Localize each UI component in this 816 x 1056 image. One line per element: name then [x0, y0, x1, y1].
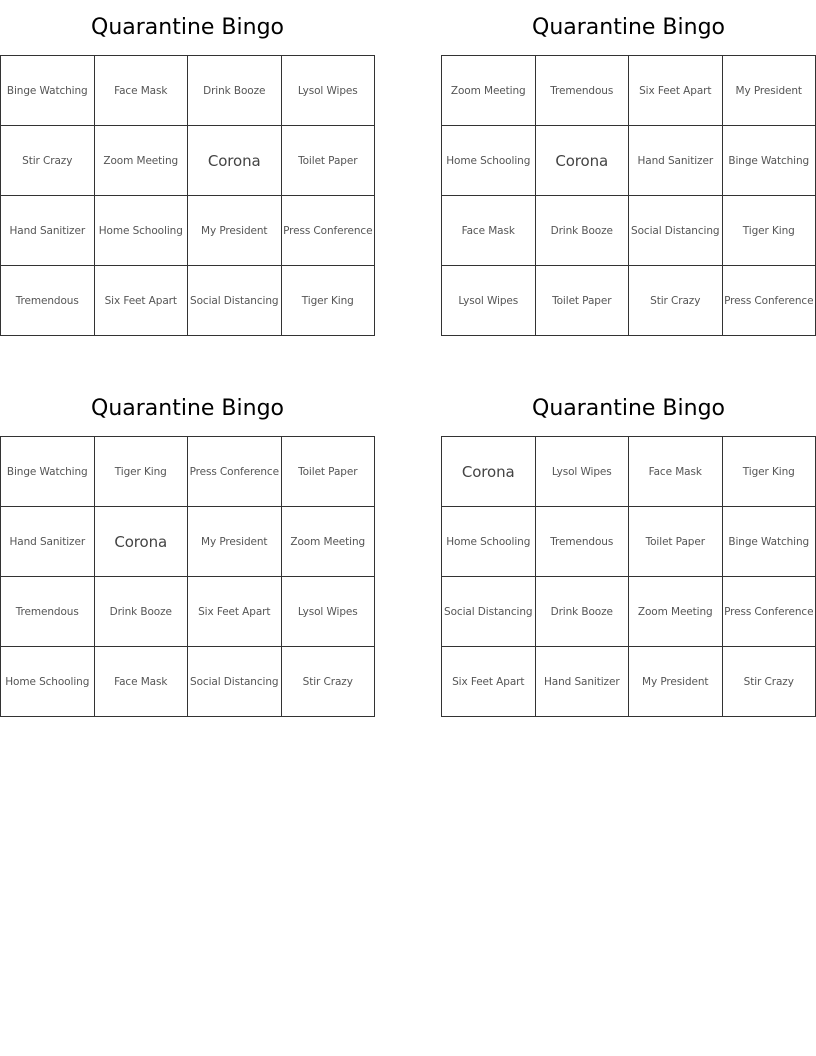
bingo-cell: Binge Watching [1, 437, 95, 507]
bingo-cell: Tiger King [723, 196, 816, 266]
bingo-cell: Tremendous [536, 507, 630, 577]
bingo-cell: Lysol Wipes [536, 437, 630, 507]
bingo-cell: Press Conference [723, 577, 816, 647]
bingo-cell: Toilet Paper [282, 437, 376, 507]
bingo-cell: Tremendous [536, 56, 630, 126]
bingo-free-space-cell: Corona [188, 126, 282, 196]
bingo-cell: Tiger King [95, 437, 189, 507]
bingo-cell: Stir Crazy [723, 647, 816, 717]
bingo-cell: My President [188, 507, 282, 577]
bingo-cell: Lysol Wipes [282, 56, 376, 126]
bingo-cell: Lysol Wipes [442, 266, 536, 336]
bingo-cell: Press Conference [188, 437, 282, 507]
bingo-cell: Home Schooling [95, 196, 189, 266]
bingo-cell: Lysol Wipes [282, 577, 376, 647]
bingo-cell: Press Conference [282, 196, 376, 266]
bingo-cell: Zoom Meeting [282, 507, 376, 577]
bingo-cell: Zoom Meeting [629, 577, 723, 647]
bingo-cell: Tremendous [1, 577, 95, 647]
bingo-cell: Drink Booze [536, 577, 630, 647]
bingo-cell: Hand Sanitizer [536, 647, 630, 717]
bingo-cell: Toilet Paper [629, 507, 723, 577]
bingo-cell: Toilet Paper [282, 126, 376, 196]
bingo-cell: Drink Booze [95, 577, 189, 647]
bingo-cell: Six Feet Apart [629, 56, 723, 126]
bingo-cell: Hand Sanitizer [629, 126, 723, 196]
bingo-cell: Binge Watching [1, 56, 95, 126]
bingo-cell: Home Schooling [1, 647, 95, 717]
bingo-cell: Home Schooling [442, 507, 536, 577]
bingo-cell: My President [723, 56, 816, 126]
bingo-card-4 [441, 381, 816, 717]
bingo-free-space-cell: Corona [95, 507, 189, 577]
card-title: Quarantine Bingo [91, 15, 284, 40]
bingo-card-3 [0, 381, 375, 717]
bingo-grid [0, 55, 375, 336]
bingo-cell: Six Feet Apart [188, 577, 282, 647]
bingo-cell: Tiger King [723, 437, 816, 507]
bingo-cell: Toilet Paper [536, 266, 630, 336]
bingo-cell: My President [188, 196, 282, 266]
bingo-cell: Face Mask [442, 196, 536, 266]
bingo-cell: Press Conference [723, 266, 816, 336]
bingo-cell: Hand Sanitizer [1, 196, 95, 266]
bingo-card-1 [0, 0, 375, 336]
bingo-cell: Six Feet Apart [95, 266, 189, 336]
bingo-cell: Social Distancing [188, 266, 282, 336]
bingo-cell: Stir Crazy [1, 126, 95, 196]
bingo-cell: Tremendous [1, 266, 95, 336]
bingo-cell: Home Schooling [442, 126, 536, 196]
card-title: Quarantine Bingo [532, 15, 725, 40]
bingo-grid [441, 55, 816, 336]
bingo-cell: Binge Watching [723, 126, 816, 196]
bingo-cell: Stir Crazy [282, 647, 376, 717]
bingo-grid [441, 436, 816, 717]
bingo-cell: Drink Booze [188, 56, 282, 126]
card-title: Quarantine Bingo [532, 396, 725, 421]
bingo-cell: Binge Watching [723, 507, 816, 577]
bingo-cell: Face Mask [629, 437, 723, 507]
bingo-cell: Drink Booze [536, 196, 630, 266]
bingo-cell: Zoom Meeting [442, 56, 536, 126]
bingo-cell: Six Feet Apart [442, 647, 536, 717]
bingo-cell: Social Distancing [442, 577, 536, 647]
bingo-cell: My President [629, 647, 723, 717]
card-title: Quarantine Bingo [91, 396, 284, 421]
bingo-cell: Face Mask [95, 647, 189, 717]
bingo-cell: Hand Sanitizer [1, 507, 95, 577]
bingo-cell: Zoom Meeting [95, 126, 189, 196]
bingo-cell: Social Distancing [629, 196, 723, 266]
bingo-card-2 [441, 0, 816, 336]
bingo-cell: Tiger King [282, 266, 376, 336]
bingo-cell: Social Distancing [188, 647, 282, 717]
bingo-cell: Stir Crazy [629, 266, 723, 336]
bingo-cell: Face Mask [95, 56, 189, 126]
bingo-free-space-cell: Corona [442, 437, 536, 507]
bingo-grid [0, 436, 375, 717]
bingo-free-space-cell: Corona [536, 126, 630, 196]
